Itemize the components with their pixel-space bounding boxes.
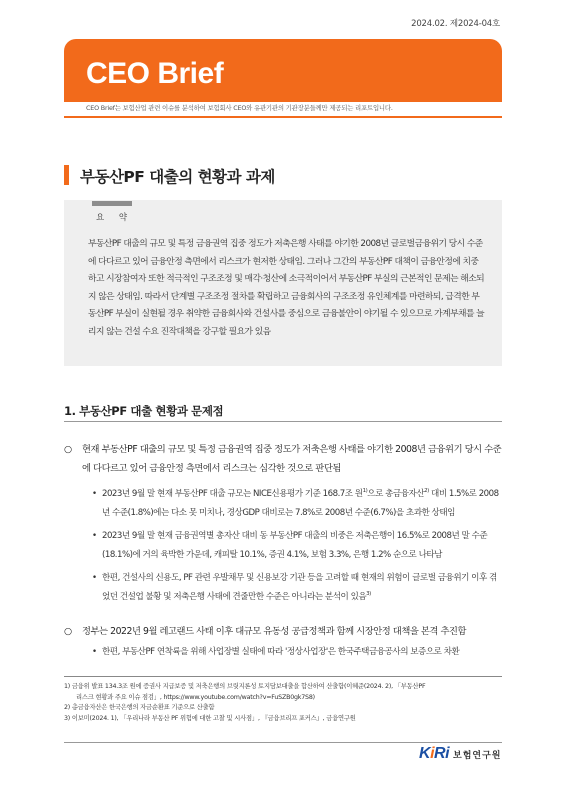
- footnote-divider: [64, 676, 502, 677]
- bullet-text: 2023년 9월 말 현재 부동산PF 대출 규모는 NICE신용평가 기준 168.7조 원$^{1)}$으로 총금융자산$^{2)}$ 대비 1.5%로 2008년 수준(1.8%)에는 다소 못 미치나, 경상GDP 대비로는 7.8%로 2008년 수준(6.7%)을 초과한 상태임: [102, 488, 499, 518]
- point-text: 정부는 2022년 9월 레고랜드 사태 이후 대규모 유동성 공급정책과 함께 시장안정 대책을 본격 추진함: [82, 626, 467, 637]
- summary-text: 부동산PF 대출의 규모 및 특정 금융권역 집중 정도가 저축은행 사태를 야기한 2008년 글로벌금융위기 당시 수준에 다다르고 있어 금융안정 측면에서 리스크가 현저한 상태임. 그러나 그간의 부동산PF 대책이 금융안정에 치중하고 시장참여자 또한 적극적인 구조조정 및 매각·청산에 소극적이어서 부동산PF 부실의 근본적인 문제는 해소되지 않은 상태임. 따라서 단계별 구조조정 절차를 확립하고 금융회사의 구조조정 유인체계를 마련하되, 급격한 부동산PF 부실이 실현될 경우 취약한 금융회사와 건설사를 중심으로 금융불안이 야기될 수 있으므로 가계부채를 늘리지 않는 건설 수요 진작대책을 강구할 필요가 있음: [88, 239, 485, 337]
- bullet-text: 2023년 9월 말 현재 금융권역별 총자산 대비 동 부동산PF 대출의 비중은 저축은행이 16.5%로 2008년 말 수준(18.1%)에 거의 육박한 가운데, 캐피탈 10.1%, 증권 4.1%, 보험 3.3%, 은행 1.2% 순으로 나타남: [102, 531, 488, 560]
- footnote-ref: 1): [362, 488, 368, 495]
- title-accent-bar: [64, 165, 69, 185]
- summary-tab: [92, 201, 132, 206]
- banner-title: CEO Brief: [86, 57, 224, 90]
- dot-bullet-icon: •: [92, 531, 97, 541]
- point-text: 현재 부동산PF 대출의 규모 및 특정 금융권역 집중 정도가 저축은행 사태를 야기한 2008년 금융위기 당시 수준에 다다르고 있어 금융안정 측면에서 리스크는 심각한 것으로 판단됨: [82, 444, 502, 474]
- footnote: 리스크 현황과 주요 이슈 점검」, https://www.youtube.com/watch?v=FuSZB0gk7S8): [76, 693, 315, 701]
- footnotes: [64, 682, 504, 724]
- banner-description: CEO Brief는 보험산업 관련 이슈를 분석하여 보험회사 CEO와 유관기관의 기관장분들께만 제공되는 리포트입니다.: [86, 104, 393, 112]
- footer-divider: [64, 742, 502, 743]
- logo-text: 보험연구원: [453, 750, 502, 761]
- circle-bullet-icon: ○: [64, 626, 72, 637]
- bullet-text: 한편, 부동산PF 연착륙을 위해 사업장별 실태에 따라 '정상사업장'은 한국주택금융공사의 보증으로 차환: [102, 647, 460, 657]
- circle-bullet-icon: ○: [64, 444, 72, 455]
- footnote-ref: 2): [424, 488, 429, 495]
- bullet-item: [92, 527, 504, 565]
- point-item: [64, 622, 506, 641]
- footnote: 1) 금융위 발표 134.3조 원에 증권사 지급보증 및 저축은행의 브릿지론성 토지담보대출을 합산하여 산출함(이혜준(2024. 2), 「부동산PF: [64, 683, 426, 690]
- issue-number: 2024.02. 제2024-04호: [411, 19, 500, 29]
- footnote: 3) 이보미(2024. 1), 「우리나라 부동산 PF 위험에 대한 고찰 및 시사점」, 『금융브리프 포커스』, 금융연구원: [64, 714, 356, 722]
- footnote: 2) 총금융자산은 한국은행의 자금순환표 기준으로 산출함: [64, 704, 215, 711]
- kiri-logo: [419, 745, 502, 763]
- bullet-item: [92, 569, 504, 607]
- dot-bullet-icon: •: [92, 647, 97, 657]
- bullet-item: [92, 643, 504, 662]
- summary-label: 요 약: [96, 213, 134, 223]
- bullet-text: 한편, 건설사의 신용도, PF 관련 우발채무 및 신용보강 기관 등을 고려할 때 현재의 위험이 글로벌 금융위기 이후 겪었던 건설업 불황 및 저축은행 사태에 견줄만한 수준은 아니라는 분석이 있음$^{3)}$: [102, 573, 497, 602]
- bullet-item: [92, 485, 504, 523]
- section-title: 1. 부동산PF 대출 현황과 문제점: [64, 404, 224, 418]
- footnote-ref: 3): [366, 591, 371, 598]
- banner-bottom-rule: [64, 116, 502, 118]
- banner-divider: [64, 101, 502, 102]
- logo-mark: KiRi: [419, 745, 450, 762]
- point-item: [64, 440, 506, 478]
- section-divider: [64, 421, 502, 422]
- dot-bullet-icon: •: [92, 573, 97, 583]
- header-banner: [64, 39, 502, 101]
- dot-bullet-icon: •: [92, 489, 97, 499]
- page-title: 부동산PF 대출의 현황과 과제: [80, 168, 275, 186]
